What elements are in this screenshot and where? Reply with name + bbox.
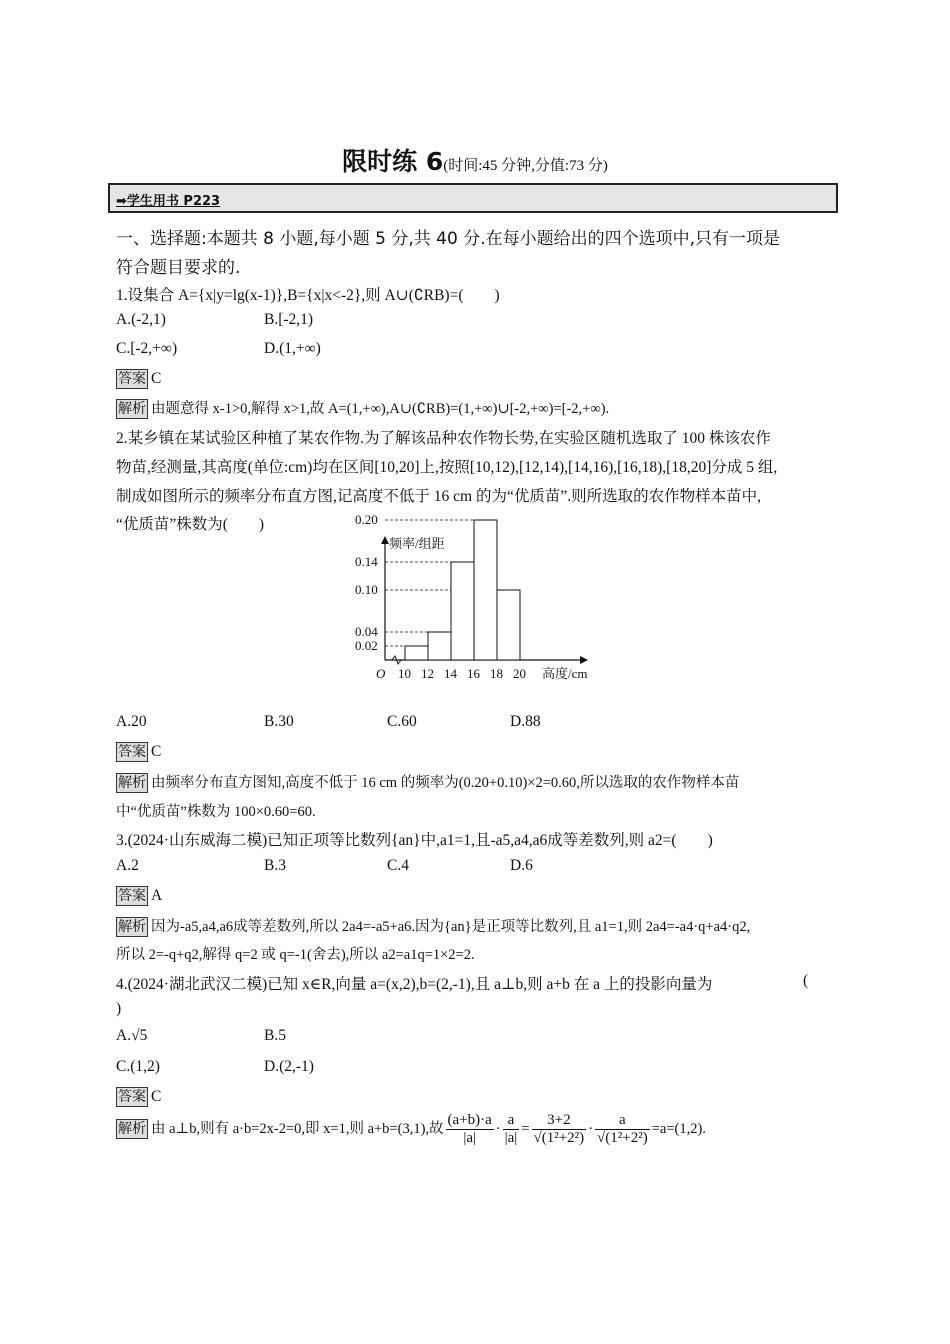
q2-analysis-line2: 中“优质苗”株数为 100×0.60=60. (116, 804, 316, 820)
x-tick-label: 12 (421, 666, 434, 681)
q1-stem: 1.设集合 A={x|y=lg(x-1)},B={x|x<-2},则 A∪(∁RB)=( ) (116, 287, 500, 304)
q4-paren-open: ( (803, 972, 809, 989)
answer-tag: 答案 (118, 1089, 146, 1105)
q3-analysis-line1 (116, 915, 750, 937)
q3-answer-line (116, 886, 162, 906)
q4-option-b: B.5 (264, 1027, 286, 1044)
q2-option-c: C.60 (387, 713, 417, 730)
frac-1-num: (a+b)·a (447, 1112, 492, 1128)
q4-frac-2 (503, 1112, 520, 1147)
q3-answer: A (151, 887, 163, 904)
y-tick-label: 0.04 (355, 624, 378, 639)
frac-3-num: 3+2 (532, 1112, 587, 1130)
page-title (0, 142, 950, 178)
q4-option-a: A.√5 (116, 1027, 148, 1044)
x-tick-label: 10 (398, 666, 411, 681)
q4-paren-close: ) (116, 1000, 122, 1017)
q2-option-d: D.88 (510, 713, 541, 730)
q1-analysis: 由题意得 x-1>0,解得 x>1,故 A=(1,+∞),A∪(∁RB)=(1,+∞)∪[-2,+∞)=[-2,+∞). (151, 401, 610, 417)
q4-frac-1 (446, 1112, 494, 1147)
q3-analysis-line2: 所以 2=-q+q2,解得 q=2 或 q=-1(舍去),所以 a2=a1q=1×2=2. (116, 947, 475, 963)
q2-analysis-line1 (116, 771, 739, 793)
q1-option-d: D.(1,+∞) (264, 340, 321, 357)
q4-analysis-post: =a=(1,2). (651, 1120, 706, 1137)
answer-tag: 答案 (118, 371, 146, 387)
y-axis-arrow (381, 536, 389, 544)
q2-analysis-1: 由频率分布直方图知,高度不低于 16 cm 的频率为(0.20+0.10)×2=0.60,所以选取的农作物样本苗 (151, 775, 740, 791)
q4-analysis-line: 解析 由 a⊥b,则有 a·b=2x-2=0,即 x=1,则 a+b=(3,1),故 $\frac{(a+b)\cdot a}{|a|}$ · $\frac{a}{|a|}$ = $\frac{3+2}{\text{√(1²+2²)}}$ · $\frac{a}{\text{√(1²+2²)}}$ =a=(1,2). (118, 1112, 706, 1146)
q2-stem-line4: “优质苗”株数为( ) (116, 516, 265, 533)
q2-answer-line (116, 742, 161, 762)
q4-analysis-pre: 由 a⊥b,则有 a·b=2x-2=0,即 x=1,则 a+b=(3,1),故 (151, 1120, 444, 1137)
histogram-bar (497, 590, 520, 660)
x-axis-label: 高度/cm (542, 666, 588, 681)
q3-option-d: D.6 (510, 857, 533, 874)
frac-4-den: √(1²+2²) (597, 1130, 648, 1146)
q2-stem-line1: 2.某乡镇在某试验区种植了某农作物.为了解该品种农作物长势,在实验区随机选取了 100 株该农作 (116, 430, 771, 447)
q2-option-a: A.20 (116, 713, 147, 730)
x-tick-label: 14 (444, 666, 457, 681)
x-tick-label: 16 (467, 666, 480, 681)
q1-option-a: A.(-2,1) (116, 311, 166, 328)
q4-frac-4 (595, 1112, 650, 1147)
q1-answer-line (116, 369, 161, 389)
section-heading-line2: 符合题目要求的. (116, 258, 241, 278)
q3-analysis-1: 因为-a5,a4,a6成等差数列,所以 2a4=-a5+a6.因为{an}是正项等比数列,且 a1=1,则 2a4=-a4·q+a4·q2, (151, 919, 751, 935)
x-axis-arrow (580, 656, 588, 664)
q2-option-b: B.30 (264, 713, 294, 730)
q4-answer: C (151, 1088, 162, 1105)
student-book-banner (108, 183, 838, 213)
origin-label: O (376, 666, 386, 681)
answer-tag: 答案 (118, 888, 146, 904)
q1-option-b: B.[-2,1) (264, 311, 314, 328)
q3-stem: 3.(2024·山东威海二模)已知正项等比数列{an}中,a1=1,且-a5,a4,a6成等差数列,则 a2=( ) (116, 832, 713, 849)
q4-option-d: D.(2,-1) (264, 1058, 314, 1075)
analysis-tag: 解析 (118, 401, 146, 417)
frac-2-num: a (503, 1112, 520, 1130)
frac-2-den: |a| (504, 1130, 518, 1146)
y-tick-label: 0.02 (355, 638, 378, 653)
y-tick-label: 0.20 (355, 512, 378, 527)
q3-option-a: A.2 (116, 857, 139, 874)
q1-option-c: C.[-2,+∞) (116, 340, 178, 357)
q1-answer: C (151, 370, 162, 387)
histogram-bar (451, 562, 474, 660)
y-tick-label: 0.10 (355, 582, 378, 597)
analysis-tag: 解析 (118, 919, 146, 935)
y-axis-label: 频率/组距 (389, 536, 445, 551)
histogram-bar (428, 632, 451, 660)
q4-option-c: C.(1,2) (116, 1058, 160, 1075)
banner-link[interactable]: ➡学生用书 P223 (116, 194, 221, 209)
q2-stem-line2: 物苗,经测量,其高度(单位:cm)均在区间[10,20]上,按照[10,12),[12,14),[14,16),[16,18),[18,20]分成 5 组, (116, 459, 778, 476)
title-subtitle: (时间:45 分钟,分值:73 分) (443, 158, 608, 174)
y-tick-label: 0.14 (355, 554, 378, 569)
frequency-histogram (330, 512, 610, 690)
x-tick-label: 18 (490, 666, 503, 681)
histogram-bar (474, 520, 497, 660)
frac-4-num: a (595, 1112, 650, 1130)
q2-answer: C (151, 743, 162, 760)
q1-analysis-line (116, 397, 609, 419)
q3-option-c: C.4 (387, 857, 409, 874)
q2-stem-line3: 制成如图所示的频率分布直方图,记高度不低于 16 cm 的为“优质苗”.则所选取的农作物样本苗中, (116, 488, 761, 505)
title-main: 限时练 6 (342, 147, 444, 176)
q4-frac-3 (532, 1112, 587, 1147)
frac-3-den: √(1²+2²) (533, 1130, 585, 1146)
analysis-tag: 解析 (118, 1120, 146, 1137)
q4-answer-line (116, 1087, 161, 1107)
histogram-bar (405, 646, 428, 660)
section-heading-line1: 一、选择题:本题共 8 小题,每小题 5 分,共 40 分.在每小题给出的四个选项中,只有一项是 (116, 229, 781, 249)
frac-1-den: |a| (463, 1130, 476, 1146)
q4-stem: 4.(2024·湖北武汉二模)已知 x∈R,向量 a=(x,2),b=(2,-1),且 a⊥b,则 a+b 在 a 上的投影向量为 (116, 976, 713, 993)
q3-option-b: B.3 (264, 857, 286, 874)
x-tick-label: 20 (513, 666, 526, 681)
analysis-tag: 解析 (118, 775, 146, 791)
answer-tag: 答案 (118, 744, 146, 760)
